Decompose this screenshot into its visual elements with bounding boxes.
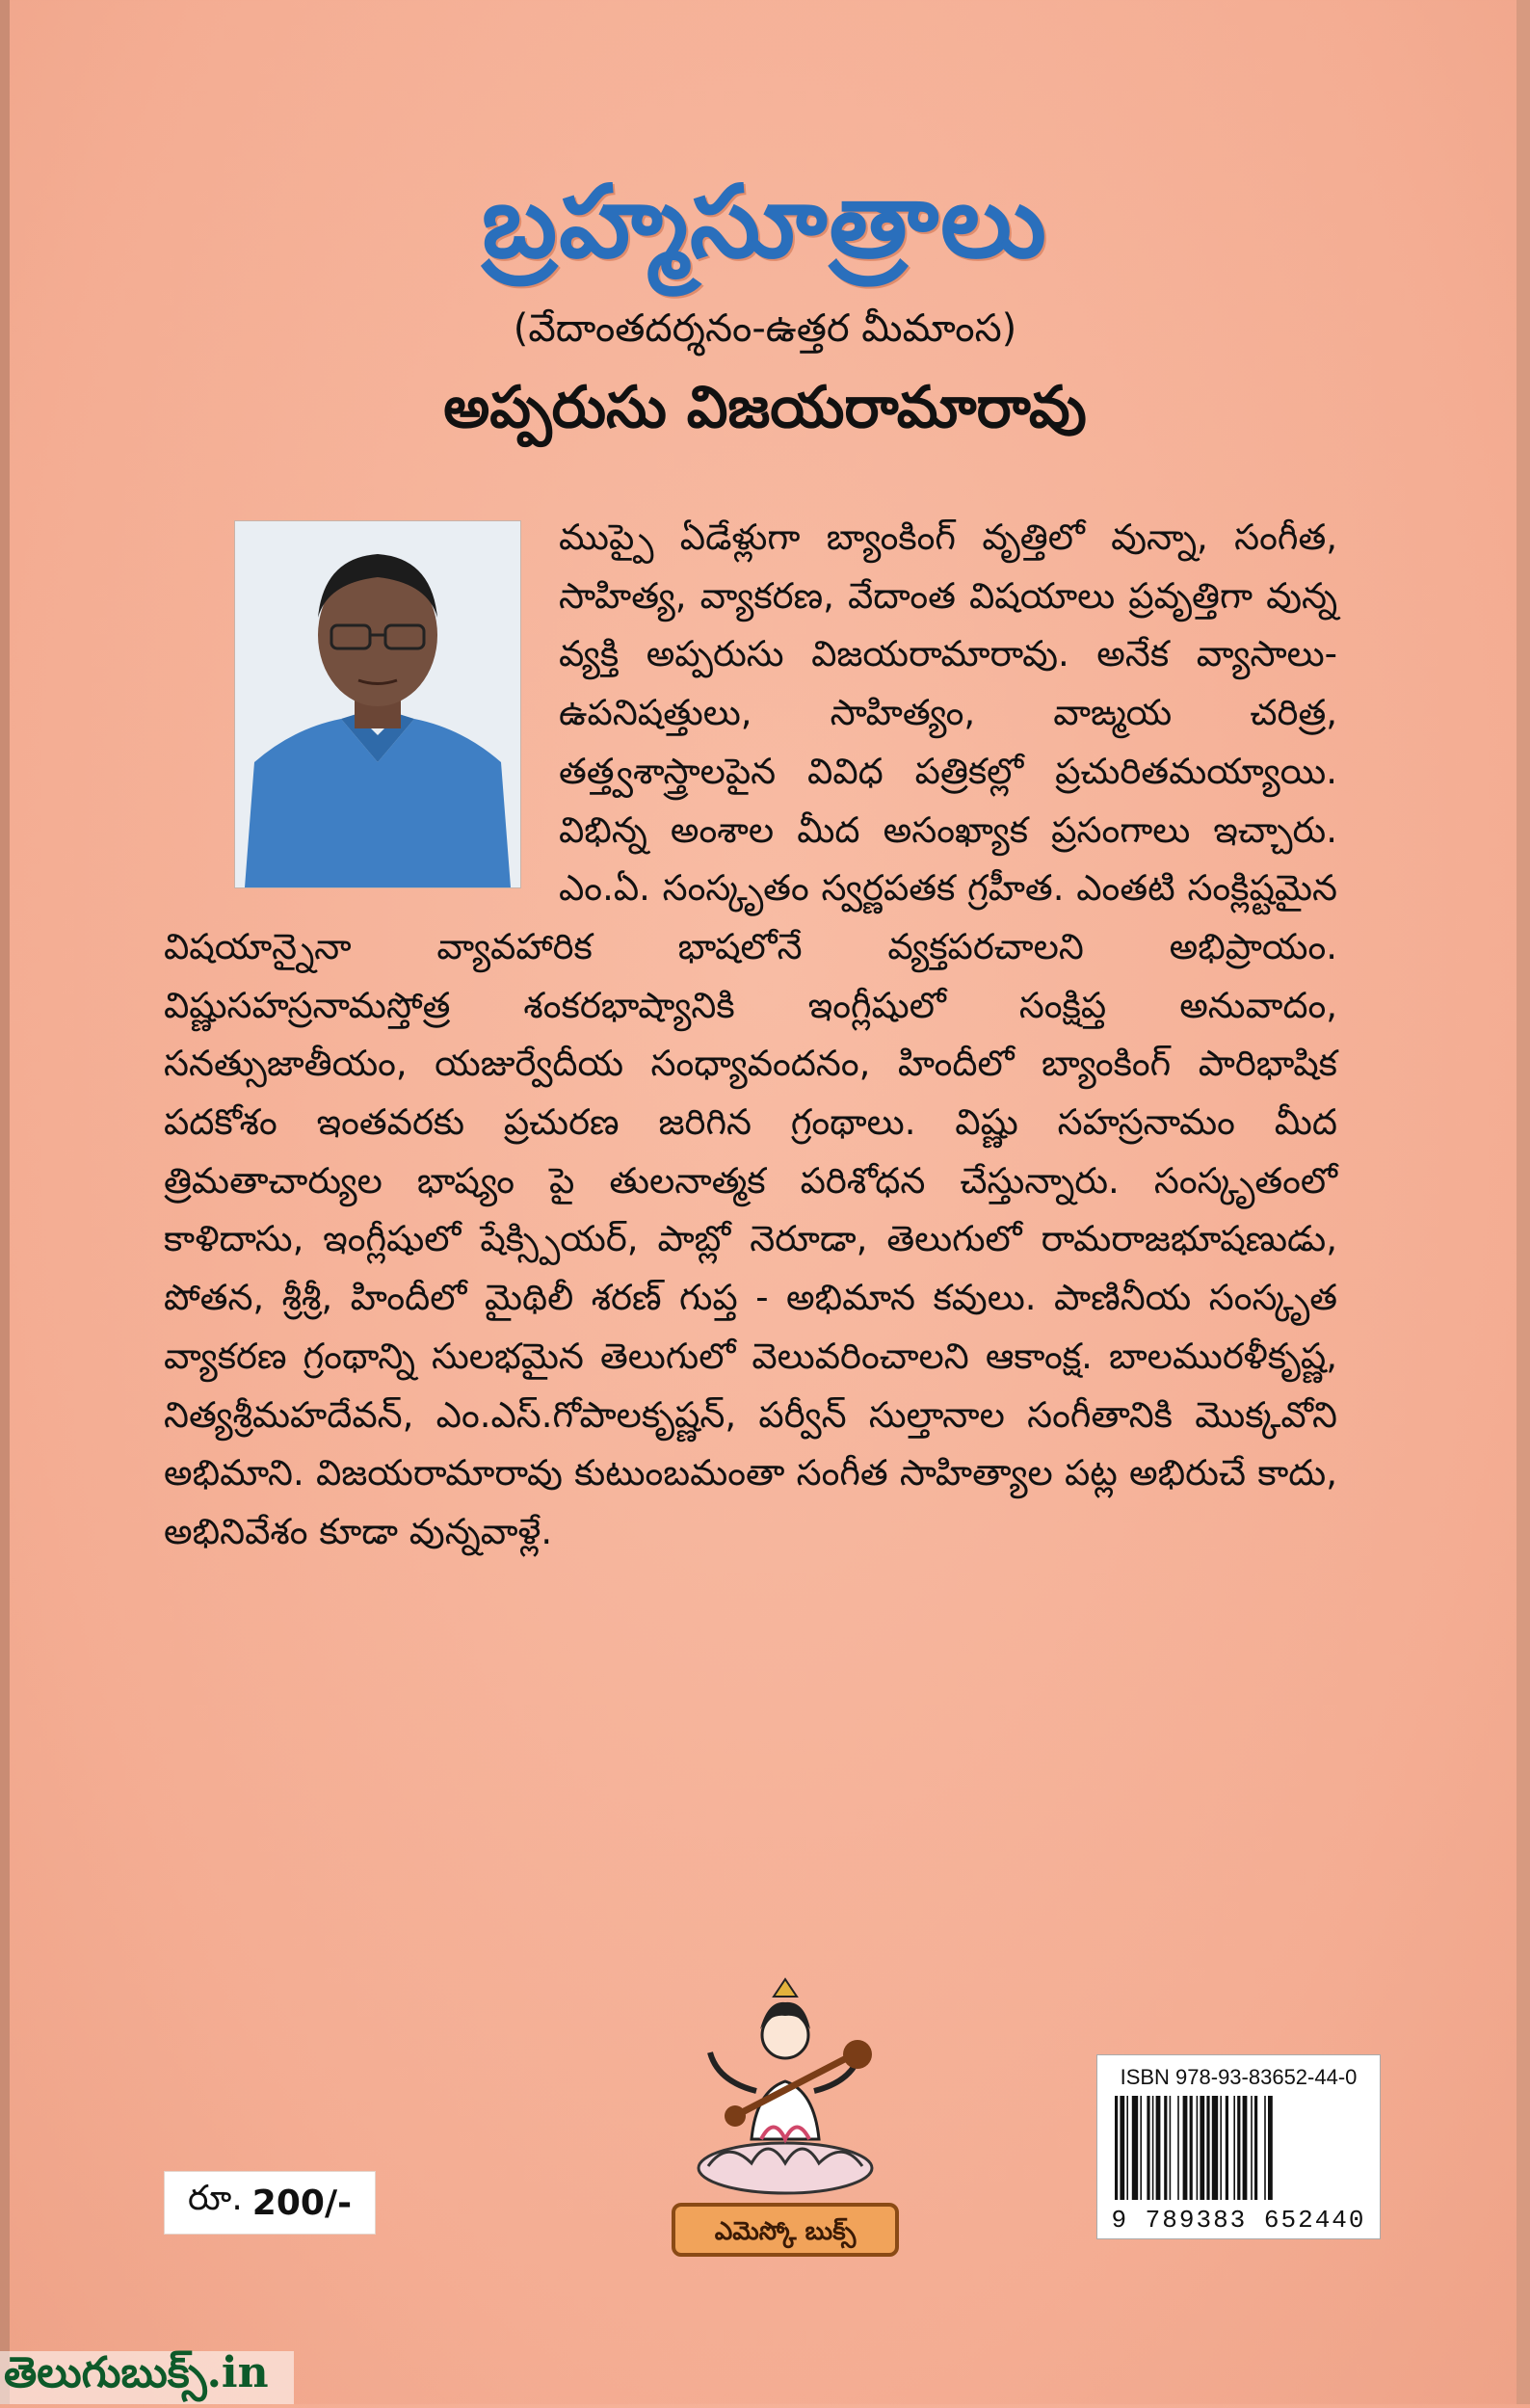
price-tag [164,2171,376,2235]
publisher-name: ఎమెస్కో బుక్స్ [714,2217,857,2246]
isbn-digits: 9 789383 652440 [1111,2206,1366,2235]
isbn-label: ISBN 978-93-83652-44-0 [1120,2065,1358,2089]
isbn-barcode-box [1096,2054,1381,2239]
saraswati-icon [660,1946,910,2264]
bio-text: ముప్పై ఏడేళ్లుగా బ్యాంకింగ్ వృత్తిలో వున్నా, సంగీత, సాహిత్య, వ్యాకరణ, వేదాంత విషయాలు ప్రవృత్తిగా వున్న వ్యక్తి అప్పరుసు విజయరామారావు. అనేక వ్యాసాలు- ఉపనిషత్తులు, సాహిత్యం, వాఙ్మయ చరిత్ర, తత్త్వశాస్త్రాలపైన వివిధ పత్రికల్లో ప్రచురితమయ్యాయి. విభిన్న అంశాల మీద అసంఖ్యాక ప్రసంగాలు ఇచ్చారు. ఎం.ఏ. సంస్కృతం స్వర్ణపతక గ్రహీత. ఎంతటి సంక్లిష్టమైన విషయాన్నైనా వ్యావహారిక భాషలోనే వ్యక్తపరచాలని అభిప్రాయం. విష్ణుసహస్రనామస్తోత్ర శంకరభాష్యానికి ఇంగ్లీషులో సంక్షిప్త అనువాదం, సనత్సుజాతీయం, యజుర్వేదీయ సంధ్యావందనం, హిందీలో బ్యాంకింగ్ పారిభాషిక పదకోశం ఇంతవరకు ప్రచురణ జరిగిన గ్రంథాలు. విష్ణు సహస్రనామం మీద త్రిమతాచార్యుల భాష్యం పై తులనాత్మక పరిశోధన చేస్తున్నారు. సంస్కృతంలో కాళిదాసు, ఇంగ్లీషులో షేక్స్పియర్, పాబ్లో నెరూడా, తెలుగులో రామరాజభూషణుడు, పోతన, శ్రీశ్రీ, హిందీలో మైథిలీ శరణ్ గుప్త - అభిమాన కవులు. పాణినీయ సంస్కృత వ్యాకరణ గ్రంథాన్ని సులభమైన తెలుగులో వెలువరించాలని ఆకాంక్ష. బాలమురళీకృష్ణ, నిత్యశ్రీమహదేవన్, ఎం.ఎస్.గోపాలకృష్ణన్, పర్వీన్ సుల్తానాల సంగీతానికి మొక్కవోని అభిమాని. విజయరామారావు కుటుంబమంతా సంగీత సాహిత్యాల పట్ల అభిరుచే కాదు, అభినివేశం కూడా వున్నవాళ్లే. [164,516,1337,1552]
barcode-graphic [1113,2096,1363,2200]
author-name: అప్పరుసు విజయరామారావు [443,374,1087,441]
right-edge [1517,0,1530,2404]
price-amount: 200/- [251,2183,353,2223]
author-photo [234,520,521,888]
left-edge [0,0,10,2404]
book-title: బ్రహ్మసూత్రాలు [482,162,1048,280]
book-subtitle: (వేదాంతదర్శనం-ఉత్తర మీమాంస) [513,306,1017,351]
site-watermark: తెలుగుబుక్స్.in [0,2351,294,2404]
price-prefix: రూ. [187,2179,243,2218]
publisher-logo [660,1946,910,2264]
